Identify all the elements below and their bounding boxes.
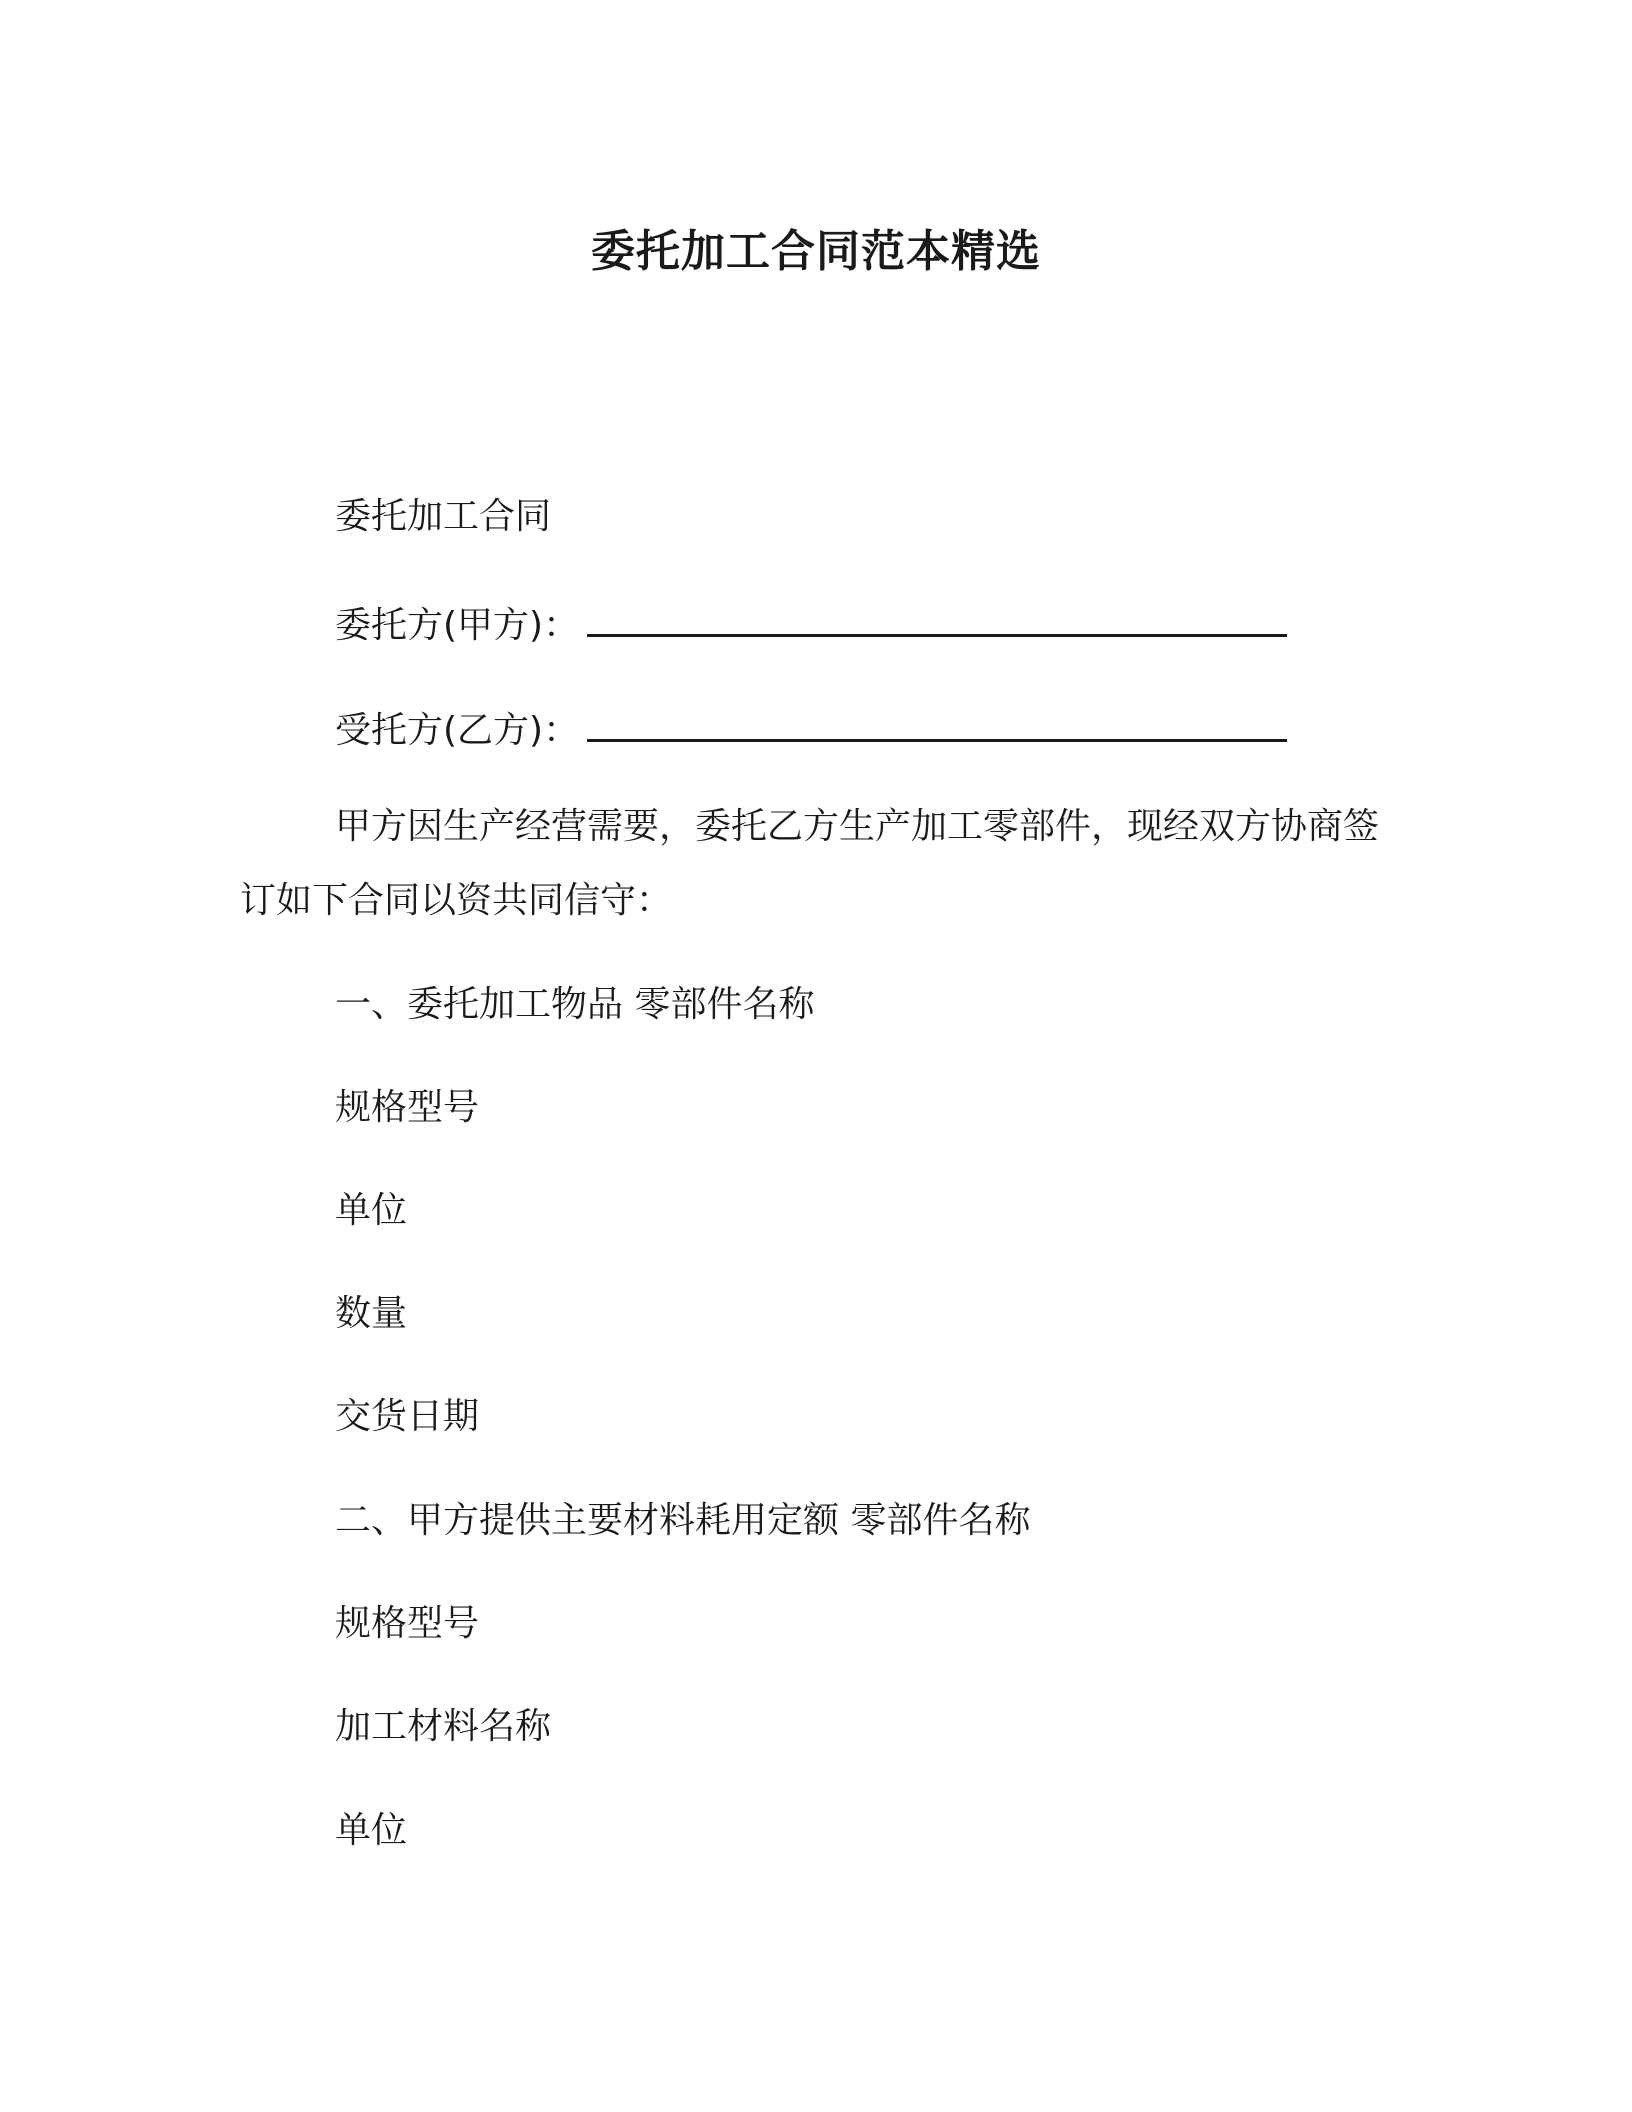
party-a-line [335,598,1287,651]
party-b-blank [587,703,1287,742]
section-2-item: 单位 [335,1810,408,1851]
party-b-line [335,703,1287,756]
section-1-heading: 一、委托加工物品 零部件名称 [335,984,815,1025]
section-1-item: 规格型号 [335,1087,480,1128]
section-2-item: 规格型号 [335,1603,480,1644]
document-title: 委托加工合同范本精选 [591,226,1041,277]
section-1-item: 交货日期 [335,1396,480,1437]
contract-heading: 委托加工合同 [335,496,552,537]
party-b-label: 受托方(乙方)： [335,710,580,751]
intro-paragraph: 甲方因生产经营需要，委托乙方生产加工零部件，现经双方协商签订如下合同以资共同信守： [240,806,1380,921]
party-a-label: 委托方(甲方)： [335,605,580,646]
party-a-blank [587,598,1287,637]
section-1-item: 数量 [335,1293,408,1334]
section-1-item: 单位 [335,1190,408,1231]
section-2-heading: 二、甲方提供主要材料耗用定额 零部件名称 [335,1500,1031,1541]
section-2-item: 加工材料名称 [335,1706,552,1747]
